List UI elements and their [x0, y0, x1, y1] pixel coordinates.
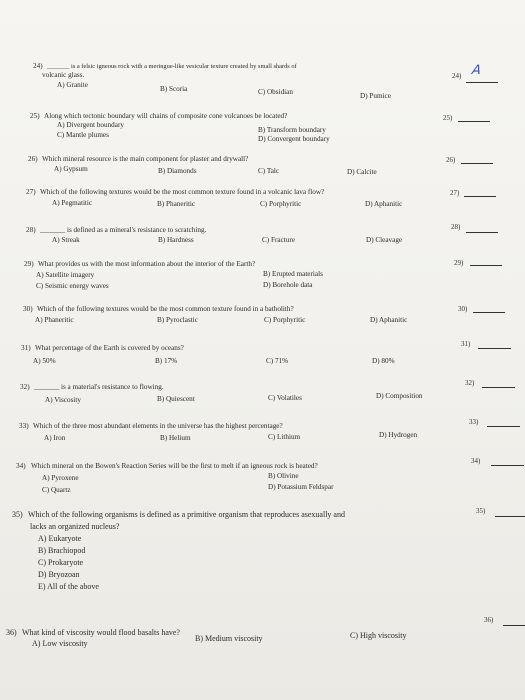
question-stem: What percentage of the Earth is covered by oceans?: [35, 344, 184, 352]
choice-b[interactable]: B) Medium viscosity: [195, 634, 263, 643]
choice-d[interactable]: D) Calcite: [347, 168, 377, 176]
choice-c[interactable]: C) Quartz: [42, 486, 71, 494]
answer-blank[interactable]: [466, 232, 498, 233]
answer-number: 32): [465, 379, 475, 387]
answer-number: 25): [443, 114, 453, 122]
choice-c[interactable]: C) Volatiles: [268, 394, 302, 402]
choice-d[interactable]: D) Cleavage: [366, 236, 403, 244]
question-stem: _______ is defined as a mineral's resistance to scratching.: [40, 226, 207, 234]
choice-b[interactable]: B) Diamonds: [158, 167, 197, 175]
choice-a[interactable]: A) Phaneritic: [35, 316, 74, 324]
question-number: 27): [26, 188, 36, 196]
choice-d[interactable]: D) Aphanitic: [370, 316, 408, 324]
choice-d[interactable]: D) Composition: [376, 392, 423, 400]
choice-b[interactable]: B) Phaneritic: [157, 200, 196, 208]
choice-c[interactable]: C) Fracture: [262, 236, 295, 244]
choice-d[interactable]: D) Potassium Feldspar: [268, 483, 334, 491]
choice-b[interactable]: B) Brachiopod: [38, 546, 86, 555]
answer-number: 31): [461, 340, 471, 348]
question-stem: Which of the following textures would be the most common texture found in a batholith?: [37, 305, 294, 313]
question-number: 32): [20, 383, 30, 391]
question-number: 31): [21, 344, 31, 352]
handwritten-answer: A: [470, 63, 482, 78]
question-stem: Which of the following organisms is defined as a primitive organism that reproduces asexually and: [28, 510, 345, 519]
answer-number: 36): [484, 616, 494, 624]
answer-number: 27): [450, 189, 460, 197]
answer-blank[interactable]: [495, 516, 525, 517]
question-number: 25): [30, 112, 40, 120]
question-number: 29): [24, 260, 34, 268]
choice-a[interactable]: A) Low viscosity: [32, 639, 88, 648]
question-stem: _______ is a material's resistance to flowing.: [34, 383, 164, 391]
choice-b[interactable]: B) Scoria: [160, 85, 188, 93]
question-stem: _______ is a felsic igneous rock with a meringue-like vesicular texture created by small shards of: [47, 63, 297, 70]
question-stem: Which mineral on the Bowen's Reaction Series will be the first to melt if an igneous rock is heated?: [31, 462, 318, 470]
choice-c[interactable]: C) Seismic energy waves: [36, 282, 109, 290]
answer-blank[interactable]: [461, 163, 493, 164]
answer-blank[interactable]: [482, 387, 515, 388]
answer-number: 30): [458, 305, 468, 313]
choice-c[interactable]: C) Porphyritic: [264, 316, 306, 324]
choice-a[interactable]: A) Streak: [52, 236, 80, 244]
choice-d[interactable]: D) Bryozoan: [38, 570, 80, 579]
question-number: 35): [12, 510, 23, 519]
choice-d[interactable]: D) Pumice: [360, 92, 391, 100]
choice-b[interactable]: B) 17%: [155, 357, 178, 365]
choice-b[interactable]: B) Hardness: [158, 236, 194, 244]
answer-number: 35): [476, 507, 486, 515]
choice-a[interactable]: A) Pegmatitic: [52, 199, 93, 207]
choice-a[interactable]: A) Pyroxene: [42, 474, 79, 482]
choice-a[interactable]: A) Eukaryote: [38, 534, 82, 543]
choice-c[interactable]: C) Porphyritic: [260, 200, 302, 208]
question-stem: What provides us with the most information about the interior of the Earth?: [38, 260, 256, 268]
choice-d[interactable]: D) Borehole data: [263, 281, 313, 289]
choice-a[interactable]: A) Granite: [57, 81, 88, 89]
answer-number: 24): [452, 72, 462, 80]
question-stem-cont: lacks an organized nucleus?: [30, 522, 120, 531]
question-number: 26): [28, 155, 38, 163]
choice-d[interactable]: D) Hydrogen: [379, 431, 418, 439]
choice-c[interactable]: C) Obsidian: [258, 88, 293, 96]
question-stem: Which of the three most abundant elements in the universe has the highest percentage?: [33, 422, 283, 430]
choice-b[interactable]: B) Pyroclastic: [157, 316, 198, 324]
choice-d[interactable]: D) Convergent boundary: [258, 135, 330, 143]
answer-blank[interactable]: [473, 312, 505, 313]
choice-c[interactable]: C) High viscosity: [350, 631, 407, 640]
choice-c[interactable]: C) Mantle plumes: [57, 131, 109, 139]
choice-c[interactable]: C) Lithium: [268, 433, 301, 441]
answer-blank[interactable]: [478, 348, 511, 349]
choice-a[interactable]: A) Satellite imagery: [36, 271, 95, 279]
choice-a[interactable]: A) Viscosity: [45, 396, 81, 404]
choice-b[interactable]: B) Quiescent: [157, 395, 195, 403]
choice-d[interactable]: D) Aphanitic: [365, 200, 403, 208]
choice-b[interactable]: B) Transform boundary: [258, 126, 326, 134]
answer-number: 29): [454, 259, 464, 267]
choice-a[interactable]: A) Gypsum: [54, 165, 88, 173]
answer-blank[interactable]: [503, 625, 525, 626]
answer-blank[interactable]: [487, 426, 520, 427]
choice-a[interactable]: A) Divergent boundary: [57, 121, 124, 129]
choice-a[interactable]: A) Iron: [44, 434, 66, 442]
answer-blank[interactable]: [464, 196, 496, 197]
answer-blank[interactable]: [458, 121, 490, 122]
question-stem: Along which tectonic boundary will chains of composite cone volcanoes be located?: [44, 112, 288, 120]
question-number: 33): [19, 422, 29, 430]
question-number: 30): [23, 305, 33, 313]
choice-c[interactable]: C) Prokaryote: [38, 558, 84, 567]
choice-c[interactable]: C) 71%: [266, 357, 289, 365]
question-stem-cont: volcanic glass.: [42, 71, 85, 79]
choice-b[interactable]: B) Erupted materials: [263, 270, 323, 278]
choice-c[interactable]: C) Talc: [258, 167, 280, 175]
answer-number: 34): [471, 457, 481, 465]
choice-b[interactable]: B) Olivine: [268, 472, 299, 480]
choice-e[interactable]: E) All of the above: [38, 582, 99, 591]
choice-a[interactable]: A) 50%: [33, 357, 56, 365]
answer-blank[interactable]: [491, 465, 524, 466]
question-stem: Which of the following textures would be the most common texture found in a volcanic lava flow?: [40, 188, 325, 196]
answer-blank[interactable]: [470, 265, 502, 266]
answer-blank[interactable]: [466, 82, 498, 83]
question-stem: What kind of viscosity would flood basalts have?: [22, 628, 180, 637]
answer-number: 26): [446, 156, 456, 164]
answer-number: 33): [469, 418, 479, 426]
question-number: 24): [33, 62, 43, 70]
question-number: 36): [6, 628, 17, 637]
choice-d[interactable]: D) 80%: [372, 357, 395, 365]
question-number: 28): [26, 226, 36, 234]
question-number: 34): [16, 462, 26, 470]
answer-number: 28): [451, 223, 461, 231]
question-stem: Which mineral resource is the main component for plaster and drywall?: [42, 155, 249, 163]
choice-b[interactable]: B) Helium: [160, 434, 191, 442]
